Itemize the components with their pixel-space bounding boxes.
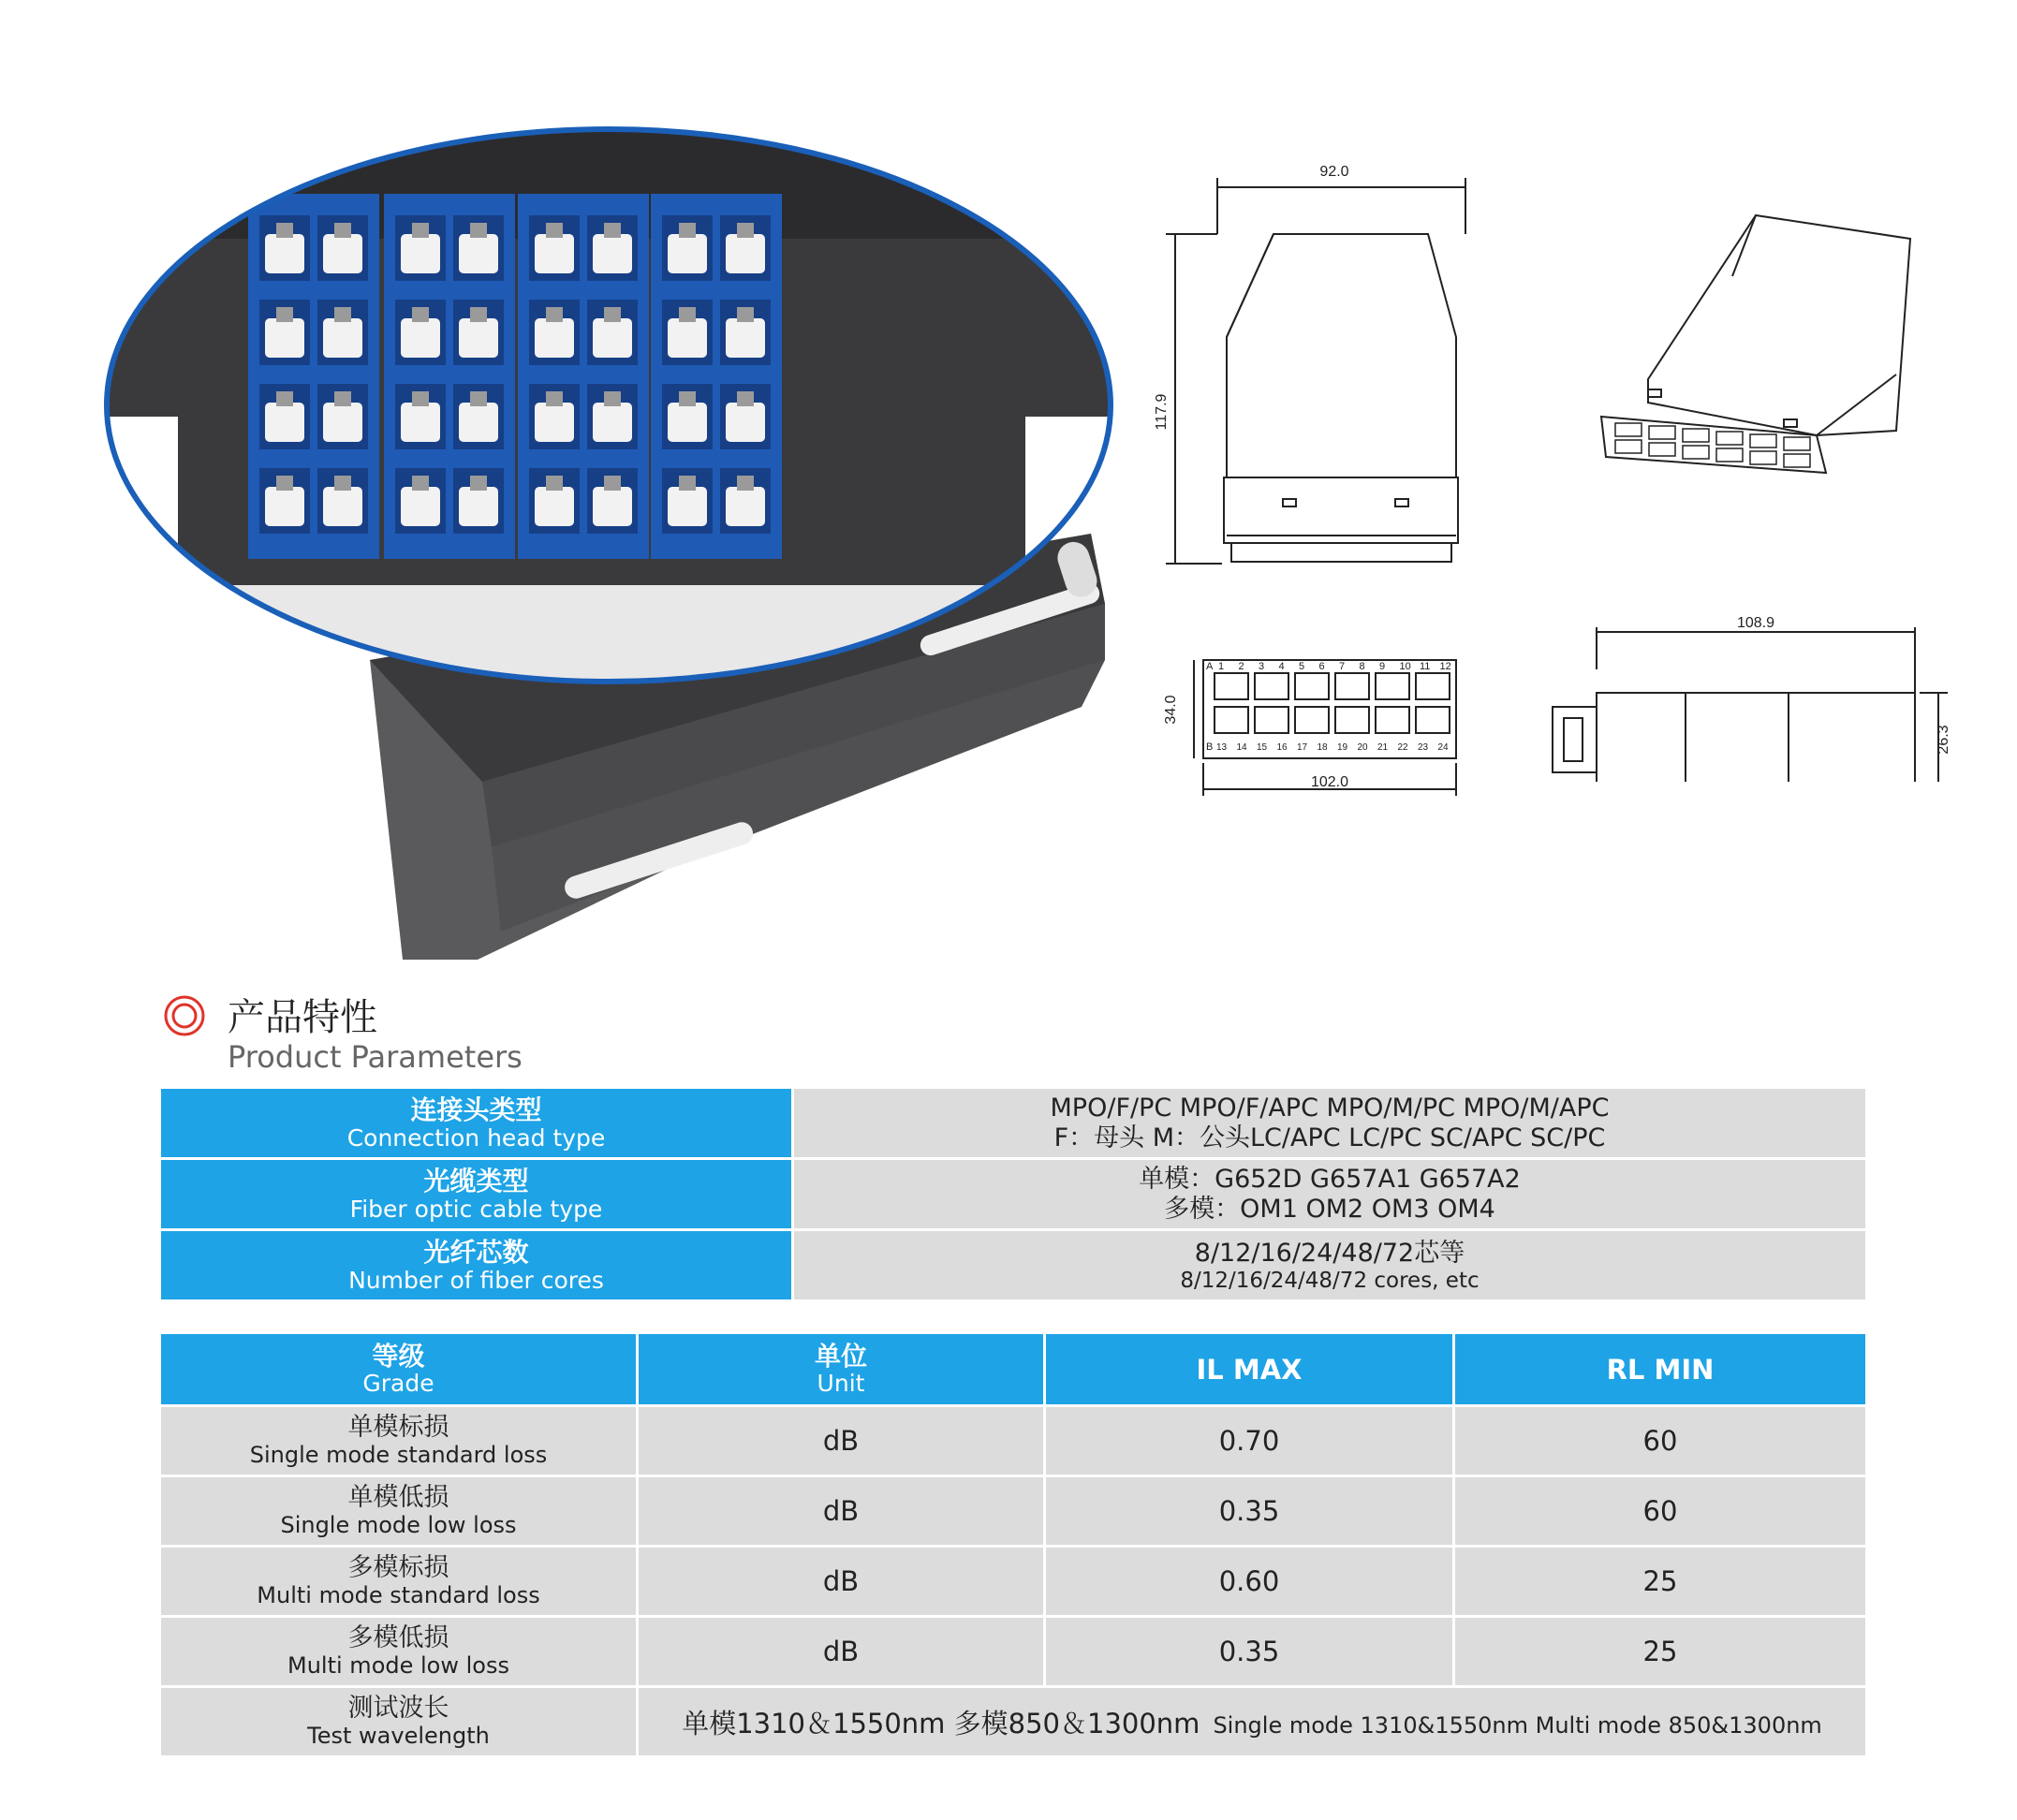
connector-latch (546, 391, 563, 406)
header-grade-cn: 等级 (372, 1340, 425, 1372)
header-unit-en: Unit (817, 1369, 865, 1397)
connector-latch (412, 307, 429, 322)
connector-latch (412, 223, 429, 238)
table-row-wavelength (161, 1688, 1865, 1758)
param-label (161, 1089, 794, 1160)
connector-latch (679, 391, 696, 406)
unit-cell: dB (639, 1618, 1046, 1688)
connector-latch (604, 476, 621, 491)
grade-cell (161, 1688, 639, 1758)
connector-latch (334, 223, 351, 238)
connector-latch (276, 476, 293, 491)
port-number: 7 (1339, 661, 1346, 672)
port-outline (1215, 673, 1248, 699)
row-letter-a: A (1206, 661, 1214, 672)
table-row (161, 1618, 1865, 1688)
port-number: 12 (1439, 661, 1451, 672)
connector-latch (604, 307, 621, 322)
grade-cn: 单模标损 (347, 1413, 449, 1442)
lc-connector (668, 487, 707, 526)
port-outline (1295, 673, 1329, 699)
rl-cell: 25 (1455, 1548, 1865, 1618)
param-value (794, 1160, 1865, 1231)
connector-latch (679, 307, 696, 322)
connector-latch (470, 391, 487, 406)
iso-port (1615, 423, 1642, 436)
rl-cell: 25 (1455, 1618, 1865, 1688)
connector-latch (546, 476, 563, 491)
iso-port (1649, 443, 1675, 456)
dim-front-width: 92.0 (1319, 164, 1349, 180)
header-rl-min (1455, 1334, 1865, 1407)
port-number: 18 (1317, 742, 1328, 753)
lc-connector (459, 487, 498, 526)
port-number: 20 (1357, 742, 1368, 753)
lc-connector (265, 318, 304, 358)
lc-connector (401, 403, 440, 442)
blue-adapter-ports (248, 194, 782, 559)
table-row (161, 1477, 1865, 1548)
wavelength-value (639, 1688, 1865, 1758)
grade-cell (161, 1618, 639, 1688)
param-label-cn: 光纤芯数 (423, 1236, 529, 1268)
param-value-line: 8/12/16/24/48/72 cores, etc (1180, 1268, 1480, 1293)
port-number: 5 (1299, 661, 1305, 672)
connector-latch (546, 223, 563, 238)
loss-grade-table (161, 1334, 1865, 1758)
il-cell: 0.35 (1046, 1477, 1455, 1548)
grade-cn: 多模标损 (347, 1553, 449, 1582)
dim-front-height: 117.9 (1154, 393, 1170, 431)
grade-en: Multi mode low loss (287, 1652, 509, 1679)
connector-latch (412, 391, 429, 406)
iso-port (1750, 451, 1776, 464)
connector-latch (737, 391, 754, 406)
connector-latch (334, 476, 351, 491)
il-cell: 0.60 (1046, 1548, 1455, 1618)
connector-latch (334, 391, 351, 406)
connector-latch (737, 223, 754, 238)
iso-port (1683, 429, 1709, 442)
parameters-table (161, 1089, 1865, 1302)
connector-latch (737, 476, 754, 491)
dim-bottom-height: 34.0 (1163, 695, 1179, 725)
port-outline (1376, 673, 1409, 699)
double-ring-icon (164, 995, 205, 1036)
param-value-line: 单模：G652D G657A1 G657A2 (1139, 1164, 1521, 1194)
param-label-en: Fiber optic cable type (349, 1195, 603, 1223)
dim-side-height: 26.3 (1936, 725, 1951, 755)
param-row (161, 1089, 1865, 1160)
header-rl-text: RL MIN (1606, 1353, 1715, 1386)
lc-connector (265, 487, 304, 526)
port-number: 6 (1318, 661, 1325, 672)
port-number: 16 (1276, 742, 1288, 753)
param-value (794, 1089, 1865, 1160)
table-row (161, 1407, 1865, 1477)
connector-latch (334, 307, 351, 322)
isometric-view-drawing (1573, 206, 1966, 515)
lc-connector (668, 403, 707, 442)
wavelength-value-en: Single mode 1310&1550nm Multi mode 850&1300nm (1213, 1711, 1822, 1739)
port-number: 4 (1278, 661, 1285, 672)
port-outline (1215, 707, 1248, 733)
wavelength-value-cn: 单模1310＆1550nm 多模850＆1300nm (682, 1707, 1200, 1739)
port-outline (1416, 707, 1450, 733)
port-grid (1206, 661, 1451, 753)
connector-latch (604, 223, 621, 238)
connector-latch (276, 223, 293, 238)
port-number: 24 (1437, 742, 1449, 753)
param-label (161, 1231, 794, 1302)
dim-bottom-width: 102.0 (1310, 774, 1349, 790)
port-number: 19 (1337, 742, 1348, 753)
port-outline (1295, 707, 1329, 733)
port-number: 23 (1418, 742, 1429, 753)
lc-connector (593, 403, 632, 442)
param-label-en: Connection head type (346, 1123, 606, 1152)
grade-en: Multi mode standard loss (257, 1582, 540, 1608)
param-label-cn: 光缆类型 (423, 1165, 529, 1196)
iso-port (1649, 426, 1675, 439)
port-number: 21 (1377, 742, 1389, 753)
port-number: 3 (1259, 661, 1265, 672)
grade-en: Single mode standard loss (249, 1442, 548, 1468)
header-il-max (1046, 1334, 1455, 1407)
product-photo (89, 108, 1128, 969)
connector-latch (546, 307, 563, 322)
connector-latch (470, 223, 487, 238)
iso-port (1716, 432, 1743, 445)
param-value-line: 8/12/16/24/48/72芯等 (1194, 1238, 1465, 1268)
lc-connector (459, 403, 498, 442)
header-grade (161, 1334, 639, 1407)
connector-latch (276, 307, 293, 322)
param-value-line: MPO/F/PC MPO/F/APC MPO/M/PC MPO/M/APC (1050, 1093, 1610, 1123)
lc-connector (323, 234, 362, 273)
port-outline (1335, 673, 1369, 699)
lc-connector (593, 487, 632, 526)
port-view-drawing (1147, 613, 1494, 800)
table-row (161, 1548, 1865, 1618)
il-cell: 0.70 (1046, 1407, 1455, 1477)
lc-connector (726, 403, 765, 442)
param-row (161, 1160, 1865, 1231)
il-cell: 0.35 (1046, 1618, 1455, 1688)
grade-en: Single mode low loss (280, 1512, 517, 1538)
header-unit (639, 1334, 1046, 1407)
param-label (161, 1160, 794, 1231)
grade-cell (161, 1477, 639, 1548)
section-title-cn: 产品特性 (228, 996, 377, 1039)
lc-connector (401, 487, 440, 526)
lc-connector (323, 487, 362, 526)
grade-cn: 单模低损 (347, 1483, 449, 1512)
lc-connector (265, 234, 304, 273)
connector-latch (412, 476, 429, 491)
param-value-line: 多模：OM1 OM2 OM3 OM4 (1164, 1194, 1495, 1224)
lc-connector (459, 234, 498, 273)
wavelength-cn: 测试波长 (347, 1694, 449, 1723)
param-row (161, 1231, 1865, 1302)
lc-connector (535, 318, 574, 358)
connector-latch (679, 476, 696, 491)
lc-connector (401, 318, 440, 358)
lc-connector (401, 234, 440, 273)
row-letter-b: B (1206, 741, 1214, 753)
unit-cell: dB (639, 1477, 1046, 1548)
rl-cell: 60 (1455, 1477, 1865, 1548)
port-number: 17 (1297, 742, 1308, 753)
port-number: 8 (1359, 661, 1365, 672)
unit-cell: dB (639, 1548, 1046, 1618)
section-title-en: Product Parameters (228, 1039, 523, 1075)
connector-latch (737, 307, 754, 322)
rl-cell: 60 (1455, 1407, 1865, 1477)
port-number: 9 (1379, 661, 1386, 672)
connector-latch (604, 391, 621, 406)
header-grade-en: Grade (362, 1369, 434, 1397)
lc-connector (265, 403, 304, 442)
port-number: 14 (1236, 742, 1247, 753)
lc-connector (323, 403, 362, 442)
lc-connector (593, 318, 632, 358)
header-unit-cn: 单位 (814, 1340, 867, 1372)
port-outline (1376, 707, 1409, 733)
port-number: 11 (1420, 661, 1431, 672)
iso-port (1615, 440, 1642, 453)
lc-connector (535, 487, 574, 526)
connector-latch (470, 307, 487, 322)
front-view-drawing (1147, 140, 1484, 571)
table-header-row (161, 1334, 1865, 1407)
iso-port (1750, 434, 1776, 448)
side-view-drawing (1545, 613, 1957, 782)
iso-port (1784, 437, 1810, 450)
param-label-en: Number of fiber cores (348, 1266, 604, 1294)
grade-cell (161, 1407, 639, 1477)
port-number: 22 (1397, 742, 1408, 753)
unit-cell: dB (639, 1407, 1046, 1477)
lc-connector (593, 234, 632, 273)
header-il-text: IL MAX (1196, 1353, 1303, 1386)
port-outline (1255, 707, 1288, 733)
param-value (794, 1231, 1865, 1302)
lc-connector (323, 318, 362, 358)
port-outline (1255, 673, 1288, 699)
connector-latch (276, 391, 293, 406)
param-value-line: F：母头 M：公头LC/APC LC/PC SC/APC SC/PC (1053, 1123, 1606, 1152)
param-label-cn: 连接头类型 (410, 1093, 542, 1125)
port-number: 10 (1399, 661, 1411, 672)
lc-connector (726, 487, 765, 526)
port-outline (1416, 673, 1450, 699)
grade-cn: 多模低损 (347, 1623, 449, 1652)
port-number: 15 (1257, 742, 1268, 753)
lc-connector (459, 318, 498, 358)
lc-connector (668, 318, 707, 358)
iso-port (1683, 446, 1709, 459)
lc-connector (535, 234, 574, 273)
lc-connector (668, 234, 707, 273)
dim-side-width: 108.9 (1736, 615, 1775, 631)
port-outline (1335, 707, 1369, 733)
port-number: 1 (1218, 661, 1225, 672)
connector-latch (470, 476, 487, 491)
lc-connector (726, 318, 765, 358)
port-number: 2 (1238, 661, 1244, 672)
port-number: 13 (1216, 742, 1228, 753)
wavelength-en: Test wavelength (307, 1723, 490, 1749)
grade-cell (161, 1548, 639, 1618)
lc-connector (726, 234, 765, 273)
connector-latch (679, 223, 696, 238)
iso-port (1784, 454, 1810, 467)
lc-connector (535, 403, 574, 442)
iso-port (1716, 448, 1743, 462)
